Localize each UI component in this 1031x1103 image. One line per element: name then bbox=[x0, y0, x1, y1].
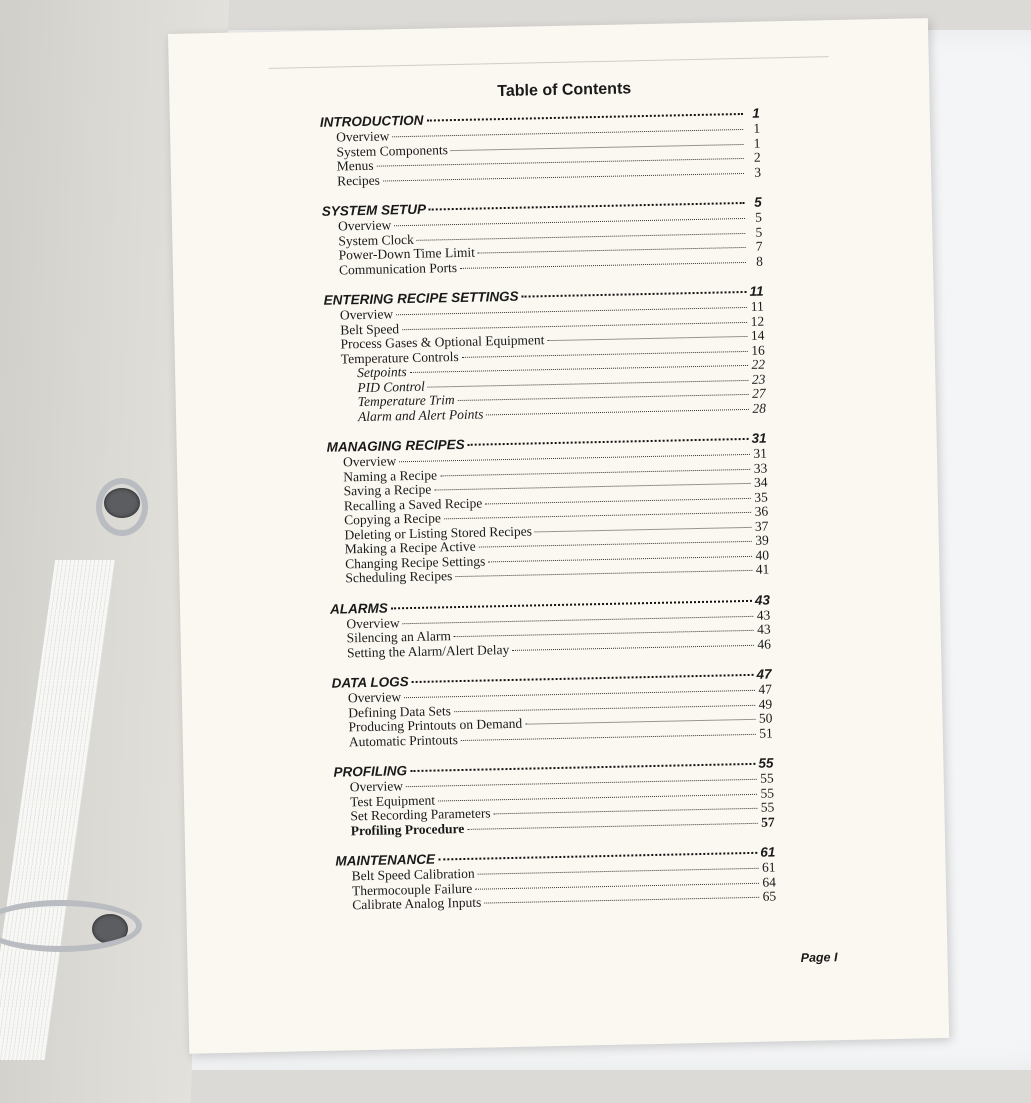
section-title: INTRODUCTION bbox=[319, 112, 424, 130]
dot-leader bbox=[488, 555, 752, 562]
section-page: 5 bbox=[753, 194, 762, 210]
entry-page: 61 bbox=[761, 859, 776, 875]
dot-leader bbox=[428, 379, 749, 387]
dot-leader bbox=[454, 704, 755, 711]
entry-label: Copying a Recipe bbox=[344, 510, 442, 528]
dot-leader bbox=[404, 690, 755, 698]
dot-leader bbox=[478, 247, 746, 254]
section-page: 43 bbox=[754, 592, 771, 608]
entry-label: Setpoints bbox=[356, 364, 407, 381]
dot-leader bbox=[522, 291, 747, 298]
dot-leader bbox=[479, 541, 752, 548]
entry-page: 34 bbox=[753, 474, 768, 490]
section-page: 61 bbox=[760, 844, 776, 860]
entry-label: Calibrate Analog Inputs bbox=[352, 894, 482, 913]
section-title: MANAGING RECIPES bbox=[326, 436, 465, 455]
entry-label: Temperature Trim bbox=[357, 392, 455, 410]
entry-label: Recipes bbox=[336, 172, 381, 188]
dot-leader bbox=[383, 172, 744, 181]
dot-leader bbox=[461, 733, 756, 740]
entry-page: 40 bbox=[755, 547, 770, 563]
dot-leader bbox=[412, 674, 754, 683]
section-title: DATA LOGS bbox=[331, 674, 409, 691]
dot-leader bbox=[434, 483, 750, 491]
entry-label: Alarm and Alert Points bbox=[357, 405, 484, 424]
dot-leader bbox=[478, 868, 759, 875]
dot-leader bbox=[462, 350, 748, 357]
dot-leader bbox=[494, 808, 758, 815]
entry-page: 37 bbox=[754, 518, 769, 534]
entry-label: Naming a Recipe bbox=[343, 466, 438, 484]
entry-label: Power-Down Time Limit bbox=[338, 244, 476, 263]
entry-page: 50 bbox=[758, 710, 773, 726]
dot-leader bbox=[440, 468, 750, 475]
entry-page: 28 bbox=[752, 400, 767, 416]
section-title: PROFILING bbox=[333, 763, 408, 780]
entry-page: 65 bbox=[762, 888, 777, 904]
entry-page: 7 bbox=[755, 238, 763, 254]
entry-page: 55 bbox=[760, 784, 775, 801]
toc-section bbox=[320, 106, 761, 189]
entry-label: Test Equipment bbox=[349, 792, 436, 809]
entry-label: Scheduling Recipes bbox=[345, 568, 453, 586]
entry-page: 55 bbox=[760, 770, 774, 786]
section-title: ALARMS bbox=[329, 600, 388, 617]
entry-page: 1 bbox=[753, 120, 761, 136]
toc-section bbox=[323, 284, 766, 425]
entry-label: Overview bbox=[346, 614, 400, 631]
dot-leader bbox=[468, 438, 749, 446]
entry-label: Saving a Recipe bbox=[343, 481, 432, 499]
toc-section bbox=[333, 755, 774, 838]
dot-leader bbox=[485, 497, 751, 504]
section-page: 1 bbox=[752, 105, 760, 121]
section-page: 55 bbox=[758, 755, 774, 771]
toc-section bbox=[330, 592, 771, 661]
dot-leader bbox=[429, 202, 745, 211]
entry-page: 36 bbox=[754, 503, 769, 519]
dot-leader bbox=[458, 394, 749, 401]
entry-label: Set Recording Parameters bbox=[350, 805, 491, 824]
dot-leader bbox=[444, 512, 751, 519]
dot-leader bbox=[475, 882, 759, 889]
dot-leader bbox=[512, 644, 754, 650]
entry-label: Overview bbox=[336, 128, 390, 145]
entry-page: 1 bbox=[753, 135, 761, 151]
entry-label: Changing Recipe Settings bbox=[344, 552, 486, 571]
entry-label: Overview bbox=[349, 778, 404, 795]
entry-label: Overview bbox=[347, 689, 402, 706]
dot-leader bbox=[535, 526, 752, 532]
dot-leader bbox=[410, 763, 755, 772]
dot-leader bbox=[377, 158, 744, 167]
entry-label: Defining Data Sets bbox=[348, 702, 452, 720]
entry-label: PID Control bbox=[357, 378, 425, 395]
table-of-contents bbox=[320, 106, 777, 929]
section-page: 47 bbox=[756, 666, 772, 682]
entry-page: 64 bbox=[762, 873, 777, 890]
entry-page: 39 bbox=[755, 532, 769, 548]
document-page bbox=[168, 18, 949, 1054]
entry-page: 8 bbox=[755, 253, 764, 269]
entry-label: Menus bbox=[336, 157, 374, 174]
entry-page: 12 bbox=[750, 313, 765, 329]
entry-page: 22 bbox=[751, 356, 766, 372]
entry-page: 43 bbox=[756, 621, 771, 637]
entry-page: 49 bbox=[758, 695, 773, 712]
entry-page: 33 bbox=[753, 460, 768, 476]
entry-label: Thermocouple Failure bbox=[351, 880, 473, 898]
entry-page: 23 bbox=[751, 371, 766, 387]
entry-label: Overview bbox=[337, 217, 392, 234]
dot-leader bbox=[438, 793, 757, 801]
dot-leader bbox=[525, 719, 755, 725]
dot-leader bbox=[467, 822, 757, 829]
dot-leader bbox=[547, 336, 747, 341]
entry-label: Overview bbox=[339, 306, 394, 323]
section-title: ENTERING RECIPE SETTINGS bbox=[323, 288, 519, 308]
entry-label: Communication Ports bbox=[338, 259, 458, 277]
dot-leader bbox=[392, 129, 743, 137]
entry-page: 31 bbox=[753, 445, 768, 461]
binder-ring-top bbox=[96, 478, 148, 536]
toc-section bbox=[331, 667, 772, 750]
entry-page: 43 bbox=[756, 607, 771, 623]
entry-page: 35 bbox=[754, 489, 768, 505]
entry-label: Belt Speed bbox=[340, 320, 400, 337]
top-rule bbox=[269, 56, 829, 69]
dot-leader bbox=[417, 232, 746, 240]
dot-leader bbox=[396, 307, 747, 315]
section-title: SYSTEM SETUP bbox=[321, 201, 427, 219]
entry-page: 57 bbox=[760, 813, 775, 830]
dot-leader bbox=[460, 261, 746, 268]
section-page: 11 bbox=[749, 283, 764, 299]
entry-label: Recalling a Saved Recipe bbox=[343, 495, 483, 513]
entry-page: 16 bbox=[751, 342, 765, 358]
dot-leader bbox=[402, 321, 747, 329]
dot-leader bbox=[426, 113, 742, 122]
entry-label: Setting the Alarm/Alert Delay bbox=[346, 641, 510, 660]
entry-label: Temperature Controls bbox=[340, 348, 459, 366]
toc-title: Table of Contents bbox=[497, 80, 632, 101]
toc-section bbox=[322, 195, 763, 278]
entry-page: 11 bbox=[750, 298, 764, 314]
entry-page: 51 bbox=[759, 724, 773, 741]
entry-label: Overview bbox=[342, 453, 397, 470]
entry-label: Making a Recipe Active bbox=[344, 538, 476, 557]
entry-label: System Components bbox=[336, 141, 449, 159]
entry-label: System Clock bbox=[338, 231, 414, 248]
page-number: Page I bbox=[800, 950, 838, 965]
entry-label: Belt Speed Calibration bbox=[351, 865, 475, 884]
entry-label: Automatic Printouts bbox=[348, 731, 459, 749]
toc-section bbox=[327, 431, 770, 587]
dot-leader bbox=[455, 570, 752, 577]
toc-section bbox=[335, 844, 776, 913]
entry-label: Silencing an Alarm bbox=[346, 628, 452, 646]
dot-leader bbox=[406, 779, 757, 787]
entry-label: Profiling Procedure bbox=[350, 820, 465, 838]
entry-page: 14 bbox=[750, 327, 765, 343]
dot-leader bbox=[403, 615, 754, 623]
dot-leader bbox=[451, 143, 744, 150]
dot-leader bbox=[394, 218, 745, 226]
section-page: 31 bbox=[751, 430, 767, 446]
dot-leader bbox=[438, 852, 757, 861]
entry-label: Deleting or Listing Stored Recipes bbox=[344, 522, 533, 542]
section-title: MAINTENANCE bbox=[335, 851, 436, 869]
dot-leader bbox=[484, 897, 759, 904]
entry-page: 5 bbox=[755, 224, 763, 240]
dot-leader bbox=[391, 599, 752, 609]
entry-page: 5 bbox=[755, 209, 763, 225]
dot-leader bbox=[410, 365, 748, 373]
entry-label: Process Gases & Optional Equipment bbox=[340, 332, 545, 352]
dot-leader bbox=[454, 630, 754, 637]
entry-page: 46 bbox=[757, 636, 772, 652]
entry-page: 3 bbox=[754, 164, 762, 180]
entry-page: 47 bbox=[758, 681, 773, 697]
entry-page: 2 bbox=[753, 149, 761, 165]
entry-page: 55 bbox=[760, 799, 775, 815]
entry-label: Producing Printouts on Demand bbox=[348, 715, 523, 735]
dot-leader bbox=[399, 454, 750, 462]
dot-leader bbox=[486, 408, 749, 414]
entry-page: 27 bbox=[751, 385, 766, 401]
entry-page: 41 bbox=[755, 561, 770, 577]
